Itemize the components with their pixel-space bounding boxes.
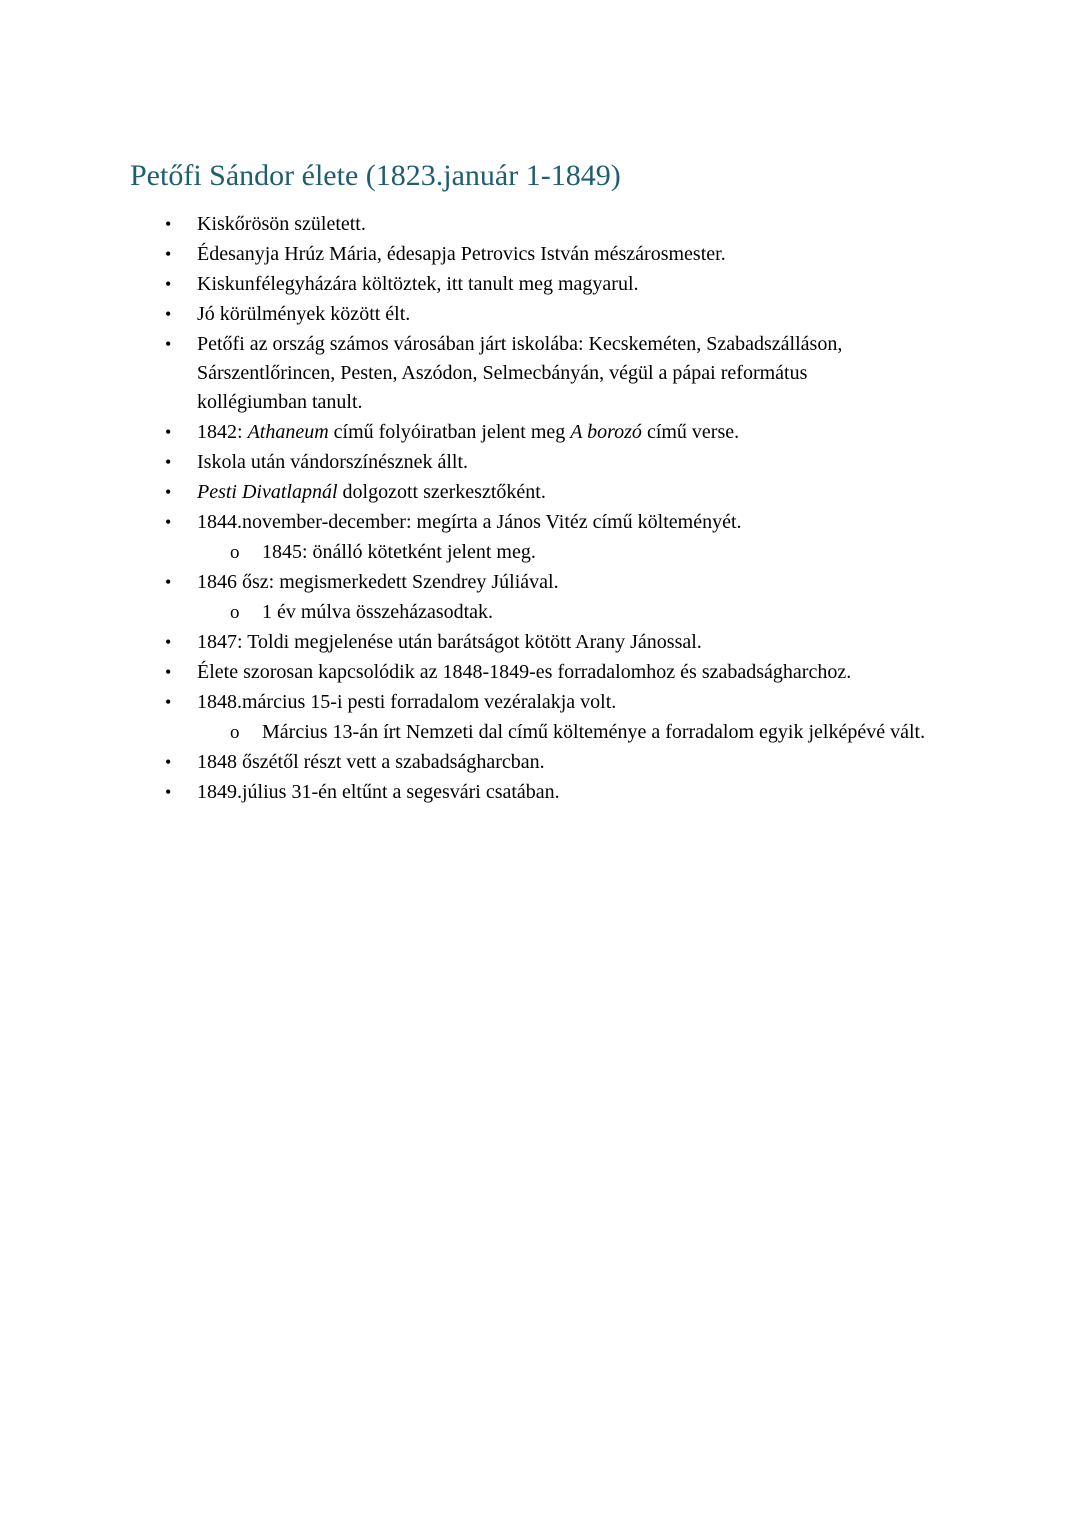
- list-item-text: 1847: Toldi megjelenése után barátságot kötött Arany Jánossal.: [197, 631, 702, 653]
- list-item-text: 1 év múlva összeházasodtak.: [262, 601, 494, 623]
- list-item: [165, 778, 950, 807]
- list-item: [165, 240, 950, 269]
- list-item: [165, 448, 950, 477]
- list-item: [165, 658, 950, 687]
- list-item: [165, 330, 950, 417]
- list-item-text: 1846 ősz: megismerkedett Szendrey Júliával.: [197, 571, 559, 593]
- bullet-marker: •: [165, 334, 172, 354]
- bullet-marker: •: [165, 662, 172, 682]
- bullet-marker: •: [165, 214, 172, 234]
- list-item: [165, 478, 950, 507]
- list-item: [165, 418, 950, 447]
- list-item-text: 1842: Athaneum című folyóiratban jelent meg A borozó című verse.: [197, 421, 740, 443]
- circle-marker: o: [230, 542, 240, 563]
- list-item-text: 1848 őszétől részt vett a szabadságharcban.: [197, 751, 545, 773]
- bullet-marker: •: [165, 632, 172, 652]
- list-item-text: 1849.július 31-én eltűnt a segesvári csatában.: [197, 781, 560, 803]
- bullet-marker: •: [165, 512, 172, 532]
- bullet-marker: •: [165, 572, 172, 592]
- bullet-marker: •: [165, 244, 172, 264]
- list-item: [230, 598, 950, 627]
- list-item-text: Élete szorosan kapcsolódik az 1848-1849-es forradalomhoz és szabadságharchoz.: [197, 661, 852, 683]
- list-item: [165, 300, 950, 329]
- bullet-list: [130, 210, 950, 807]
- bullet-marker: •: [165, 422, 172, 442]
- list-item: [165, 688, 950, 717]
- list-item-text: Kiskunfélegyházára költöztek, itt tanult meg magyarul.: [197, 273, 639, 295]
- bullet-marker: •: [165, 304, 172, 324]
- bullet-marker: •: [165, 752, 172, 772]
- list-item-text: 1848.március 15-i pesti forradalom vezéralakja volt.: [197, 691, 617, 713]
- list-item-text: Pesti Divatlapnál dolgozott szerkesztőként.: [197, 481, 546, 503]
- list-item: [165, 270, 950, 299]
- list-item: [230, 538, 950, 567]
- list-item-text: 1845: önálló kötetként jelent meg.: [262, 541, 536, 563]
- bullet-marker: •: [165, 274, 172, 294]
- list-item: [165, 210, 950, 239]
- list-item-text: Kiskőrösön született.: [197, 213, 366, 235]
- list-item-text: Március 13-án írt Nemzeti dal című költeménye a forradalom egyik jelképévé vált.: [262, 721, 926, 743]
- list-item: [165, 628, 950, 657]
- bullet-marker: •: [165, 482, 172, 502]
- list-item: [230, 718, 950, 747]
- bullet-marker: •: [165, 452, 172, 472]
- list-item: [165, 748, 950, 777]
- list-item-text: Jó körülmények között élt.: [197, 303, 411, 325]
- list-item-text: Édesanyja Hrúz Mária, édesapja Petrovics István mészárosmester.: [197, 243, 726, 265]
- circle-marker: o: [230, 602, 240, 623]
- bullet-marker: •: [165, 692, 172, 712]
- document-title: Petőfi Sándor élete (1823.január 1-1849): [130, 159, 621, 192]
- circle-marker: o: [230, 722, 240, 743]
- bullet-marker: •: [165, 782, 172, 802]
- list-item-text: 1844.november-december: megírta a János Vitéz című költeményét.: [197, 511, 742, 533]
- list-item: [165, 568, 950, 597]
- list-item-text: Iskola után vándorszínésznek állt.: [197, 451, 469, 473]
- list-item: [165, 508, 950, 537]
- list-item-text: Petőfi az ország számos városában járt iskolába: Kecskeméten, Szabadszálláson, Sárszentlőrincen, Pesten, Aszódon, Selmecbányán, végül a pápai református kollégiumban tanult.: [197, 333, 843, 413]
